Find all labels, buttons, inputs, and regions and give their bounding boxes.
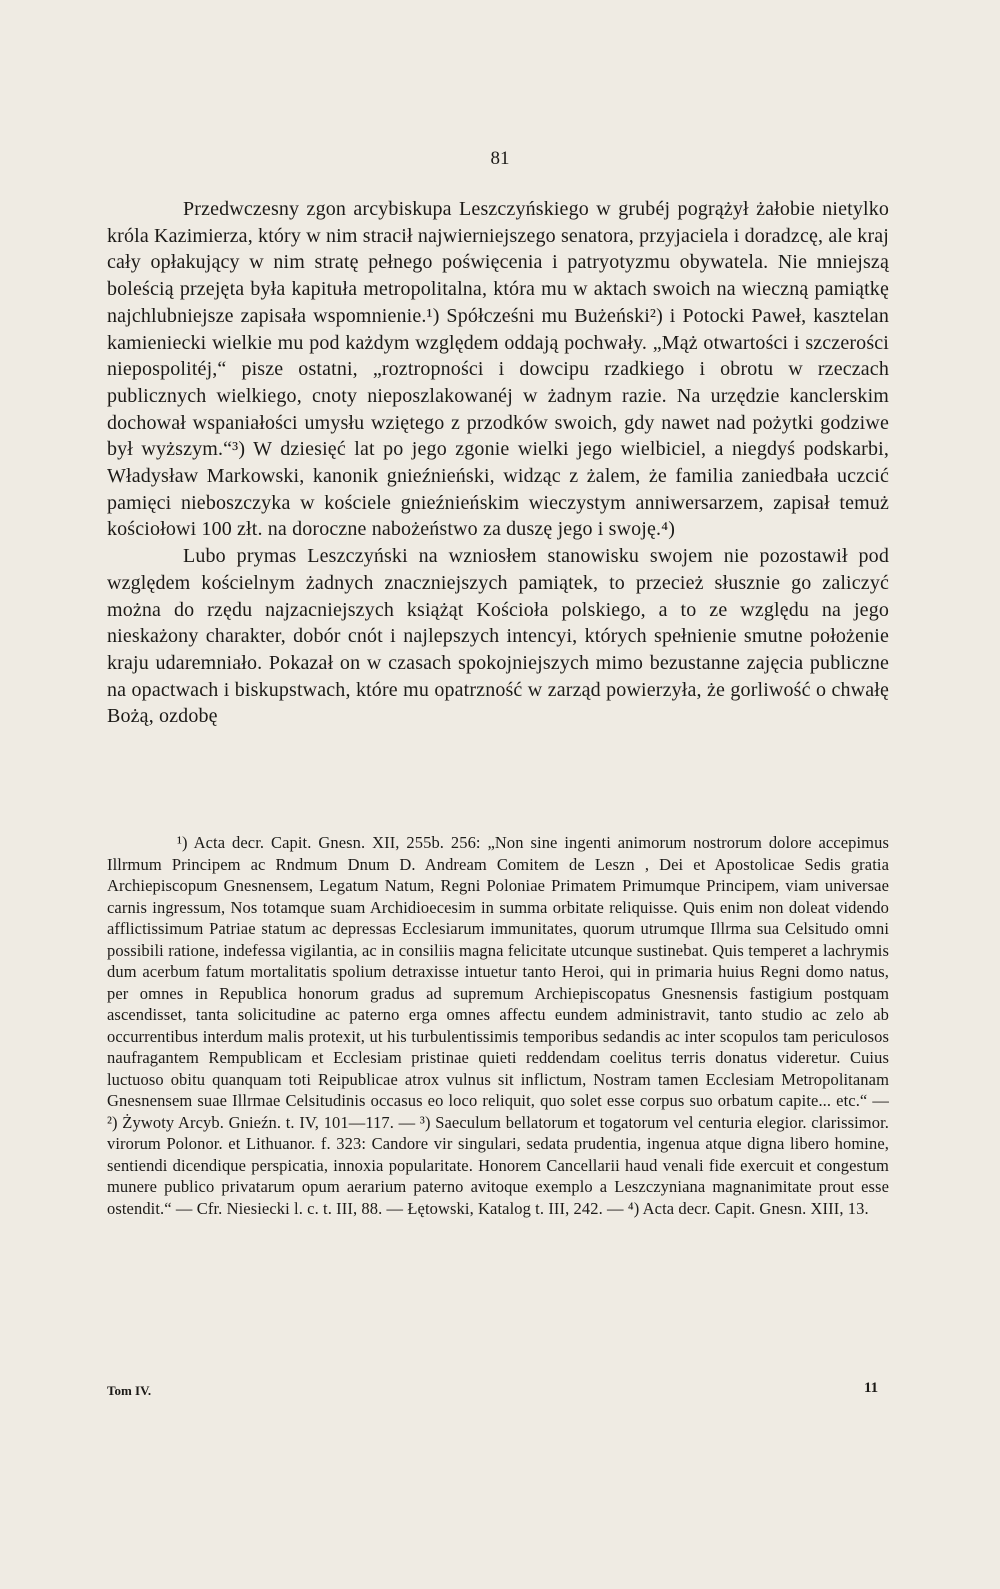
paragraph: Przedwczesny zgon arcybiskupa Leszczyńskiego w grubéj pogrążył żałobie nietylko króla Kazimierza, który w nim stracił najwierniejszego senatora, przyjaciela i doradzcę, ale kraj cały opłakujący w nim stratę pełnego poświęcenia i patryotyzmu obywatela. Nie mniejszą boleścią przejęta była kapituła metropolitalna, która mu w aktach swoich na wieczną pamiątkę najchlubniejsze zapisała wspomnienie.¹) Spółcześni mu Bużeński²) i Potocki Paweł, kasztelan kamieniecki wielkie mu pod każdym względem oddają pochwały. „Mąż otwartości i szczerości niepospolitéj,“ pisze ostatni, „roztropności i dowcipu rzadkiego i obrotu w rzeczach publicznych wielkiego, cnoty nieposzlakowanéj w żadnym razie. Na urzędzie kanclerskim dochował wspaniałości umysłu wziętego z przodków swoich, gdy nawet nad pożytki godziwe był wyższym.“³) W dziesięć lat po jego zgonie wielki jego wielbiciel, a niegdyś podskarbi, Władysław Markowski, kanonik gnieźnieński, widząc z żalem, że familia zaniedbała uczcić pamięci nieboszczyka w kościele gnieźnieńskim wieczystym anniwersarzem, zapisał temuż kościołowi 100 złt. na doroczne nabożeństwo za duszę jego i swoję.⁴) xyxy=(107,198,889,541)
paragraph: Lubo prymas Leszczyński na wzniosłem stanowisku swojem nie pozostawił pod względem kościelnym żadnych znaczniejszych pamiątek, to przecież słusznie go zaliczyć można do rzędu najzacniejszych książąt Kościoła polskiego, a to ze względu na jego nieskażony charakter, dobór cnót i najlepszych intencyi, których spełnienie smutne położenie kraju udaremniało. Pokazał on w czasach spokojniejszych mimo bezustanne zajęcia publiczne na opactwach i biskupstwach, które mu opatrzność w zarząd powierzyła, że gorliwość o chwałę Bożą, ozdobę xyxy=(107,545,889,728)
volume-label: Tom IV. xyxy=(107,1383,152,1398)
footnotes xyxy=(107,832,889,1219)
footnote-text: ¹) Acta decr. Capit. Gnesn. XII, 255b. 256: „Non sine ingenti animorum nostrorum dolore accepimus Illrmum Principem ac Rndmum Dnum D. Andream Comitem de Leszn , Dei et Apostolicae Sedis gratia Archiepiscopum Gnesnensem, Legatum Natum, Regni Poloniae Primatem Primumque Principem, viam universae carnis ingressum, Nos totamque suam Archidioecesim in summa orbitate reliquisse. Quis enim non doleat videndo afflictissimum Patriae statum ac depressas Ecclesiarum immunitates, quorum utrumque Illrma sua Celsitudo omni possibili ratione, indefessa vigilantia, ac in consiliis magna felicitate utcunque sustinebat. Quis temperet a lachrymis dum acerbum fatum mortalitatis spolium detraxisse intuetur tanto Heroi, qui in primaria huius Regni domo natus, per omnes in Republica honorum gradus ad supremum Archiepiscopatus Gnesnensis fastigium postquam ascendisset, tanta solicitudine ac paterno erga omnes affectu eundem administravit, tanto studio ac zelo ab occurrentibus interdum malis protexit, ut his turbulentissimis temporibus sedandis ac inter scopulos tam periculosos naufragantem Rempublicam et Ecclesiam pristinae quieti reddendam coelitus terris donatus videretur. Cuius luctuoso obitu quanquam toti Reipublicae atrox vulnus sit inflictum, Nostram tamen Ecclesiam Metropolitanam Gnesnensem suae Illrmae Celsitudinis occasus eo loco reliquit, quo solet esse corpus suo orbatum capite... etc.“ — ²) Żywoty Arcyb. Gnieźn. t. IV, 101—117. — ³) Saeculum bellatorum et togatorum vel centuria elegior. clarissimor. virorum Polonor. et Lithuanor. f. 323: Candore vir singulari, sedata prudentia, ingenua atque digna libero homine, sentiendi dicendique perspicatia, innoxia popularitate. Honorem Cancellarii haud venali fide exercuit et congestum munere publico privatarum opum aerarium paterno avitoque exemplo a Leszczyniana magnanimitate prout esse ostendit.“ — Cfr. Niesiecki l. c. t. III, 88. — Łętowski, Katalog t. III, 242. — ⁴) Acta decr. Capit. Gnesn. XIII, 13. xyxy=(107,833,889,1218)
signature-mark: 11 xyxy=(864,1380,879,1396)
page-number: 81 xyxy=(490,148,510,169)
main-text xyxy=(107,196,889,730)
